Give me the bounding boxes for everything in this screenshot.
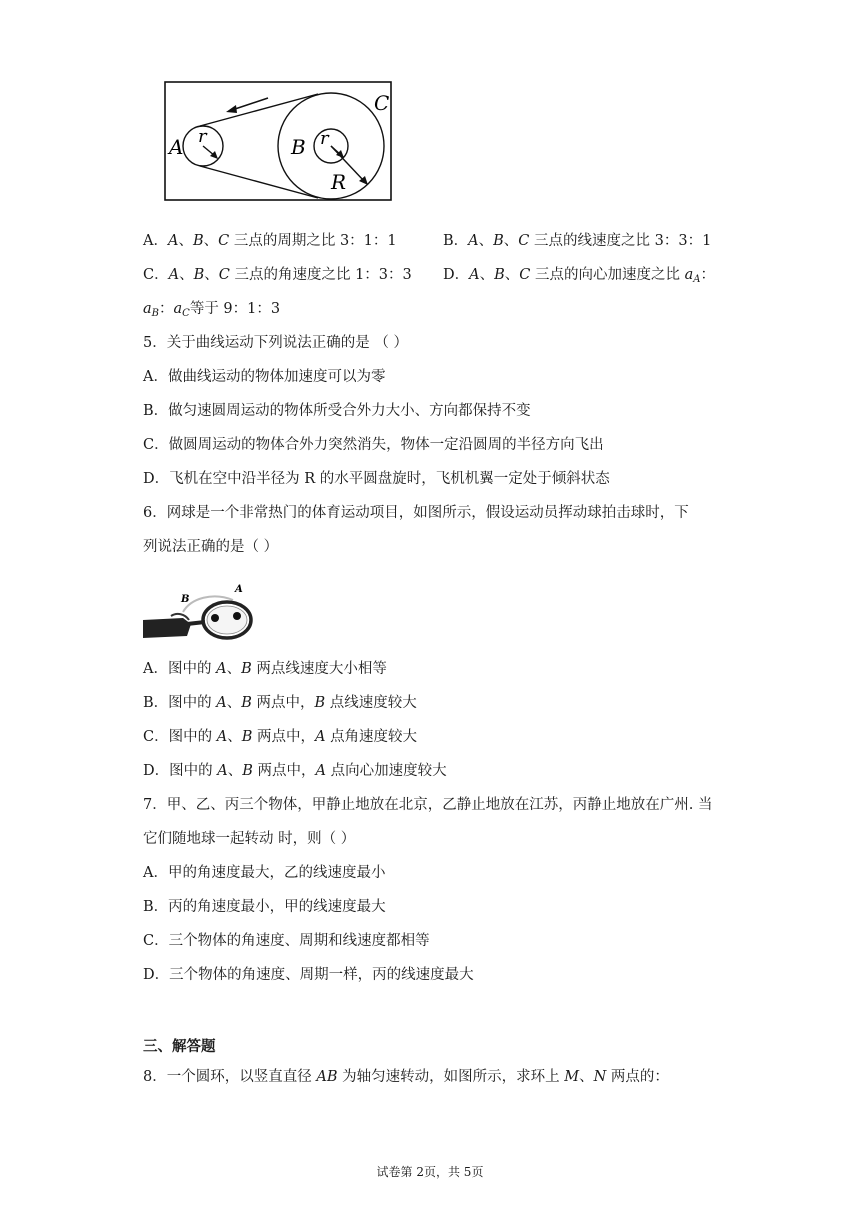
- label-A: A: [169, 135, 184, 159]
- q6-stem-line1: 6．网球是一个非常热门的体育运动项目，如图所示，假设运动员挥动球拍击球时，下: [143, 505, 689, 521]
- pulley-figure: [160, 78, 396, 204]
- q4-option-d-cont: $a_B$：$a_C$等于 9：1：3: [143, 301, 281, 319]
- q6-option-a: A．图中的 A、B 两点线速度大小相等: [143, 661, 387, 677]
- label-B: B: [291, 135, 306, 159]
- q4-option-a: A．A、B、C 三点的周期之比 3：1：1: [143, 233, 397, 249]
- q7-stem-line2: 它们随地球一起转动 时，则（ ）: [143, 831, 356, 847]
- label-r-small: r: [198, 126, 207, 147]
- q7-option-a: A．甲的角速度最大，乙的线速度最小: [143, 865, 386, 881]
- racket-label-B: B: [181, 594, 190, 605]
- q4-option-b: B．A、B、C 三点的线速度之比 3：3：1: [443, 233, 712, 249]
- q7-stem-line1: 7．甲、乙、丙三个物体，甲静止地放在北京，乙静止地放在江苏，丙静止地放在广州. 当: [143, 797, 713, 813]
- q5-option-b: B．做匀速圆周运动的物体所受合外力大小、方向都保持不变: [143, 403, 531, 419]
- q5-option-a: A．做曲线运动的物体加速度可以为零: [143, 369, 386, 385]
- label-C: C: [374, 91, 390, 115]
- label-R: R: [331, 170, 347, 194]
- q5-stem: 5．关于曲线运动下列说法正确的是 （ ）: [143, 335, 408, 351]
- tennis-racket-figure: [143, 578, 255, 642]
- q6-option-b: B．图中的 A、B 两点中，B 点线速度较大: [143, 695, 417, 711]
- q6-stem-line2: 列说法正确的是（ ）: [143, 539, 279, 555]
- q6-option-d: D．图中的 A、B 两点中，A 点向心加速度较大: [143, 763, 447, 779]
- q7-option-b: B．丙的角速度最小，甲的线速度最大: [143, 899, 386, 915]
- racket-label-A: A: [235, 584, 243, 595]
- q4-option-d: D．A、B、C 三点的向心加速度之比 $a_A$：: [443, 267, 715, 285]
- q4-option-c: C．A、B、C 三点的角速度之比 1：3：3: [143, 267, 412, 283]
- q5-option-d: D．飞机在空中沿半径为 R 的水平圆盘旋时，飞机机翼一定处于倾斜状态: [143, 471, 610, 487]
- label-r-inner: r: [320, 128, 329, 149]
- q5-option-c: C．做圆周运动的物体合外力突然消失，物体一定沿圆周的半径方向飞出: [143, 437, 604, 453]
- section-title: 三、解答题: [143, 1038, 216, 1055]
- q7-option-c: C．三个物体的角速度、周期和线速度都相等: [143, 933, 430, 949]
- q6-option-c: C．图中的 A、B 两点中，A 点角速度较大: [143, 729, 418, 745]
- page-footer: 试卷第 2页，共 5页: [376, 1165, 484, 1179]
- q7-option-d: D．三个物体的角速度、周期一样，丙的线速度最大: [143, 967, 474, 983]
- q8-stem: 8．一个圆环，以竖直直径 AB 为轴匀速转动，如图所示，求环上 M、N 两点的：: [143, 1069, 669, 1085]
